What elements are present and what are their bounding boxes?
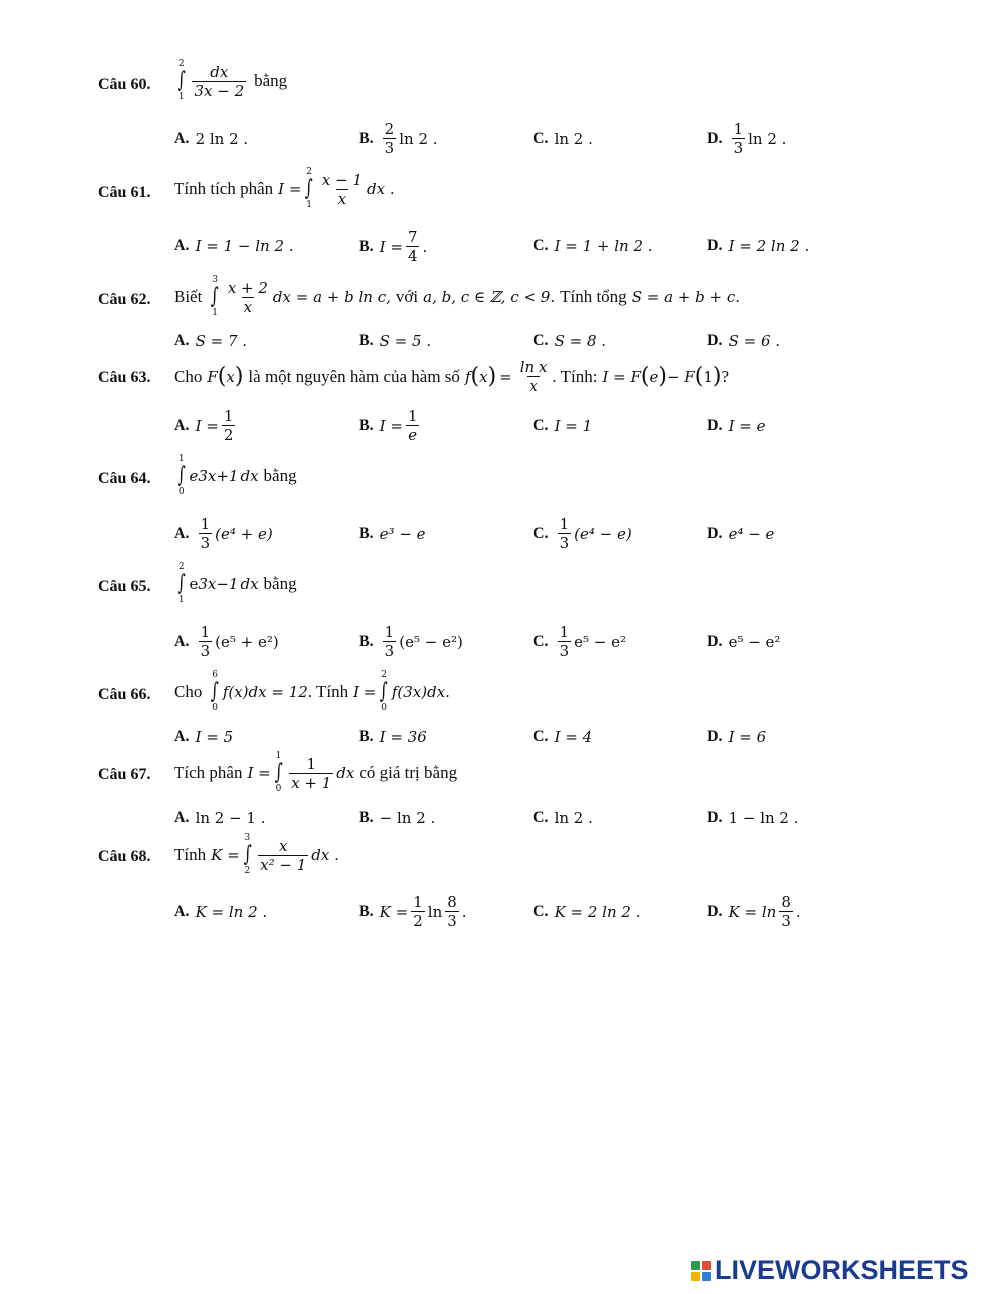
integral-sign: 2 ∫ 1 — [305, 167, 314, 210]
question-number: Câu 60. — [98, 76, 151, 93]
answer-c[interactable]: C. ln 2 . — [533, 809, 593, 827]
integral-sign: 1 ∫ 0 — [177, 454, 186, 497]
stem-text: bằng — [254, 71, 288, 90]
logo-text: LIVEWORKSHEETS — [715, 1255, 969, 1285]
question-number: Câu 62. — [98, 291, 151, 308]
answer-d[interactable]: D. S = 6 . — [707, 332, 781, 350]
integral-sign: 2 ∫ 0 — [380, 670, 389, 713]
question-number: Câu 61. — [98, 184, 151, 201]
answer-c[interactable]: C. I = 1 + ln 2 . — [533, 237, 653, 255]
answer-b[interactable]: B. − ln 2 . — [359, 809, 436, 827]
logo-icon — [691, 1261, 711, 1281]
answer-a[interactable]: A. I = $\frac{1}{2}$ — [174, 407, 234, 444]
answer-c[interactable]: C. I = 4 — [533, 728, 593, 746]
answer-b[interactable]: B. $\frac{2}{3}$ ln 2 . — [359, 120, 438, 157]
answer-c[interactable]: C. ln 2 . — [533, 130, 593, 148]
integral-sign: 2 ∫ 1 — [177, 562, 186, 605]
answer-b[interactable]: B. S = 5 . — [359, 332, 432, 350]
question-stem: Tính K = 3 ∫ 2 $\frac{x}{\text{x² − 1}}$ dx . — [174, 833, 339, 876]
answer-a[interactable]: A. I = 5 — [174, 728, 234, 746]
liveworksheets-logo — [691, 1255, 969, 1286]
answer-c[interactable]: C. S = 8 . — [533, 332, 607, 350]
answer-d[interactable]: D. $\frac{1}{3}$ ln 2 . — [707, 120, 787, 157]
question-number: Câu 64. — [98, 470, 151, 487]
answer-a[interactable]: A. $\frac{1}{3}$ (e⁴ + e) — [174, 515, 273, 552]
question-number: Câu 67. — [98, 766, 151, 783]
answer-b[interactable]: B. I = 36 — [359, 728, 427, 746]
question-stem: Tích phân I = 1 ∫ 0 $\frac{1}{x + 1}$ dx có giá trị bằng — [174, 751, 458, 794]
answer-b[interactable]: B. I = $\frac{7}{4}$ . — [359, 228, 428, 265]
integral-sign: 3 ∫ 1 — [211, 275, 220, 318]
fraction: $\frac{dx}{3x - 2}$ — [194, 62, 245, 100]
question-number: Câu 63. — [98, 369, 151, 386]
integral-sign: 6 ∫ 0 — [211, 670, 220, 713]
integral-sign: 3 ∫ 2 — [243, 833, 252, 876]
question-stem: Tính tích phân I = 2 ∫ 1 $\frac{x - 1}{x}$ dx . — [174, 167, 395, 210]
question-number: Câu 65. — [98, 578, 151, 595]
answer-a[interactable]: A. K = ln 2 . — [174, 903, 268, 921]
question-stem: 2 ∫ 1 e 3x−1 dx bằng — [177, 562, 297, 605]
answer-d[interactable]: D. e⁴ − e — [707, 525, 775, 543]
question-stem: Cho 6 ∫ 0 f(x)dx = 12 . Tính I = 2 ∫ 0 f(3x)dx. — [174, 670, 450, 713]
question-stem — [174, 60, 292, 102]
answer-c[interactable]: C. $\frac{1}{3}$ (e⁴ − e) — [533, 515, 632, 552]
answer-a[interactable]: A. ln 2 − 1 . — [174, 809, 266, 827]
question-stem: Biết 3 ∫ 1 $\frac{x + 2}{x}$ dx = a + b ln c, với a, b, c ∈ ℤ, c < 9. Tính tổng S = a + b + c. — [174, 275, 740, 318]
question-stem: Cho F ( x ) là một nguyên hàm của hàm số f ( x ) = $\frac{\text{ln x}}{x}$ . Tính: I = F ( e ) − F ( 1 ) ? — [174, 358, 729, 395]
answer-d[interactable]: D. e⁵ − e² — [707, 633, 781, 651]
answer-d[interactable]: D. K = ln $\frac{8}{3}$ . — [707, 893, 801, 930]
answer-c[interactable]: C. I = 1 — [533, 417, 593, 435]
answer-c[interactable]: C. K = 2 ln 2 . — [533, 903, 641, 921]
answer-d[interactable]: D. I = 6 — [707, 728, 767, 746]
answer-b[interactable]: B. K = $\frac{1}{2}$ ln $\frac{8}{3}$ . — [359, 893, 467, 930]
question-stem: 1 ∫ 0 e 3x+1 dx bằng — [177, 454, 297, 497]
answer-b[interactable]: B. $\frac{1}{3}$ (e⁵ − e²) — [359, 623, 463, 660]
integral-sign: 1 ∫ 0 — [274, 751, 283, 794]
answer-a[interactable]: A. 2 ln 2 . — [174, 130, 249, 148]
answer-b[interactable]: B. I = $\frac{1}{e}$ — [359, 407, 418, 444]
integral-sign: 2 ∫ 1 — [177, 59, 186, 102]
answer-a[interactable]: A. I = 1 − ln 2 . — [174, 237, 294, 255]
question-number: Câu 68. — [98, 848, 151, 865]
answer-d[interactable]: D. 1 − ln 2 . — [707, 809, 799, 827]
answer-c[interactable]: C. $\frac{1}{3}$ e⁵ − e² — [533, 623, 626, 660]
answer-a[interactable]: A. S = 7 . — [174, 332, 248, 350]
answer-d[interactable]: D. I = 2 ln 2 . — [707, 237, 810, 255]
answer-d[interactable]: D. I = e — [707, 417, 766, 435]
answer-b[interactable]: B. e³ − e — [359, 525, 426, 543]
answer-a[interactable]: A. $\frac{1}{3}$ (e⁵ + e²) — [174, 623, 279, 660]
question-number: Câu 66. — [98, 686, 151, 703]
